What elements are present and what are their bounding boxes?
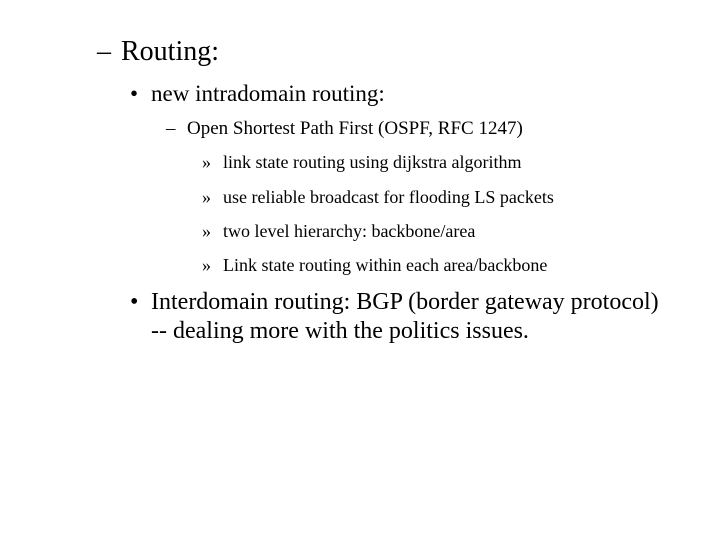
sub-item-ospf: Open Shortest Path First (OSPF, RFC 1247)	[187, 118, 523, 139]
list-item: use reliable broadcast for flooding LS packets	[223, 187, 554, 207]
sub-dash-marker-ospf: –	[166, 118, 176, 139]
bullet-marker-intradomain: •	[130, 81, 139, 106]
heading-routing: Routing:	[121, 36, 220, 67]
list-item: two level hierarchy: backbone/area	[223, 221, 476, 241]
bullet-interdomain-line-2: -- dealing more with the politics issues.	[151, 318, 529, 344]
list-item-marker: »	[202, 221, 211, 241]
list-item: Link state routing within each area/backbone	[223, 255, 548, 275]
bullet-marker-interdomain: •	[130, 289, 139, 315]
list-item: link state routing using dijkstra algorithm	[223, 152, 522, 172]
bullet-intradomain: new intradomain routing:	[151, 81, 385, 106]
list-item-marker: »	[202, 187, 211, 207]
list-item-marker: »	[202, 255, 211, 275]
heading-dash-marker: –	[97, 36, 111, 67]
bullet-interdomain-line-1: Interdomain routing: BGP (border gateway protocol)	[151, 289, 659, 315]
list-item-marker: »	[202, 152, 211, 172]
